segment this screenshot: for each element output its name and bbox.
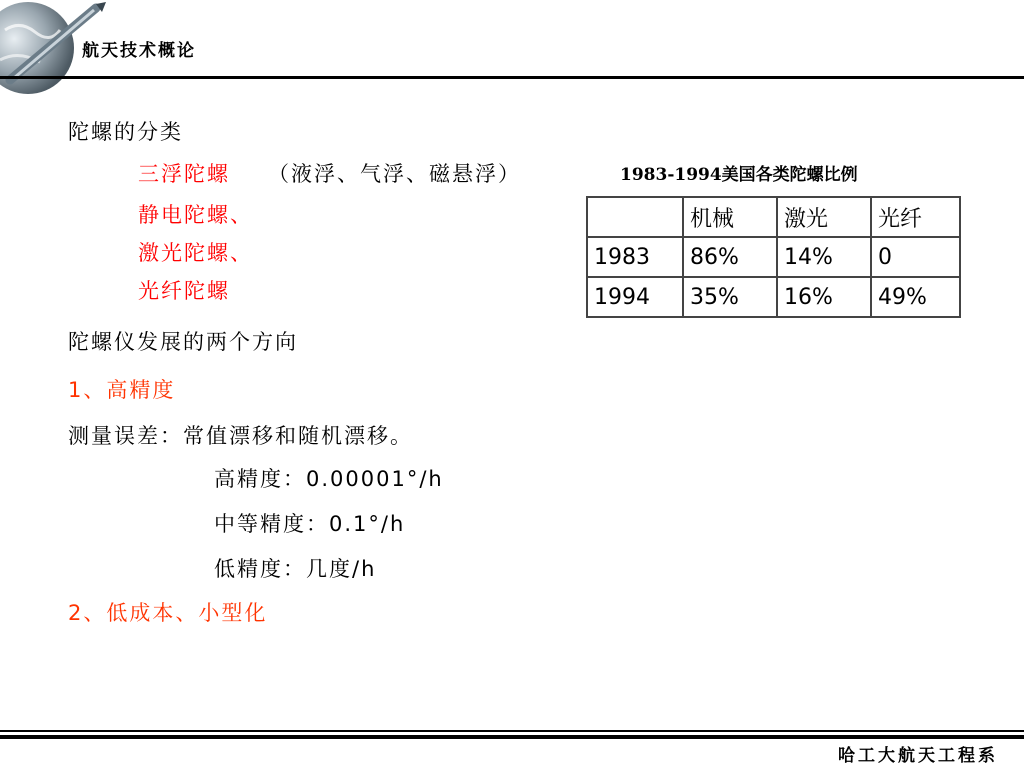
table-cell: 0	[871, 237, 960, 277]
section-heading-gyro-types: 陀螺的分类	[68, 120, 183, 144]
footer-divider-thick	[0, 735, 1024, 739]
table-cell: 1983	[587, 237, 683, 277]
gyro-type-electrostatic: 静电陀螺、	[138, 203, 253, 227]
header-divider	[0, 76, 1024, 79]
gyro-proportion-table	[586, 196, 961, 318]
footer-divider-thin	[0, 730, 1024, 732]
precision-level-medium: 中等精度：0.1°/h	[214, 512, 406, 536]
table-cell: 16%	[777, 277, 871, 317]
table-title: 1983-1994美国各类陀螺比例	[620, 165, 858, 185]
table-header-row	[587, 197, 960, 237]
table-cell: 86%	[683, 237, 777, 277]
footer-department: 哈工大航天工程系	[838, 746, 998, 766]
gyro-type-fiber: 光纤陀螺	[138, 279, 230, 303]
table-cell: 49%	[871, 277, 960, 317]
table-cell: 1994	[587, 277, 683, 317]
table-row	[587, 277, 960, 317]
measurement-error-line: 测量误差：常值漂移和随机漂移。	[68, 424, 413, 448]
table-cell: 14%	[777, 237, 871, 277]
header-title: 航天技术概论	[82, 41, 196, 61]
direction-low-cost: 2、低成本、小型化	[68, 601, 268, 625]
table-row	[587, 237, 960, 277]
table-header-cell	[587, 197, 683, 237]
precision-level-low: 低精度：几度/h	[214, 557, 377, 581]
table-header-cell: 光纤	[871, 197, 960, 237]
table-cell: 35%	[683, 277, 777, 317]
gyro-type-laser: 激光陀螺、	[138, 241, 253, 265]
precision-level-high: 高精度：0.00001°/h	[214, 467, 444, 491]
gyro-type-floated-detail: （液浮、气浮、磁悬浮）	[268, 162, 521, 186]
table-header-cell: 机械	[683, 197, 777, 237]
section-heading-development: 陀螺仪发展的两个方向	[68, 330, 298, 354]
direction-high-precision: 1、高精度	[68, 378, 176, 402]
table-header-cell: 激光	[777, 197, 871, 237]
gyro-type-floated: 三浮陀螺	[138, 162, 230, 186]
